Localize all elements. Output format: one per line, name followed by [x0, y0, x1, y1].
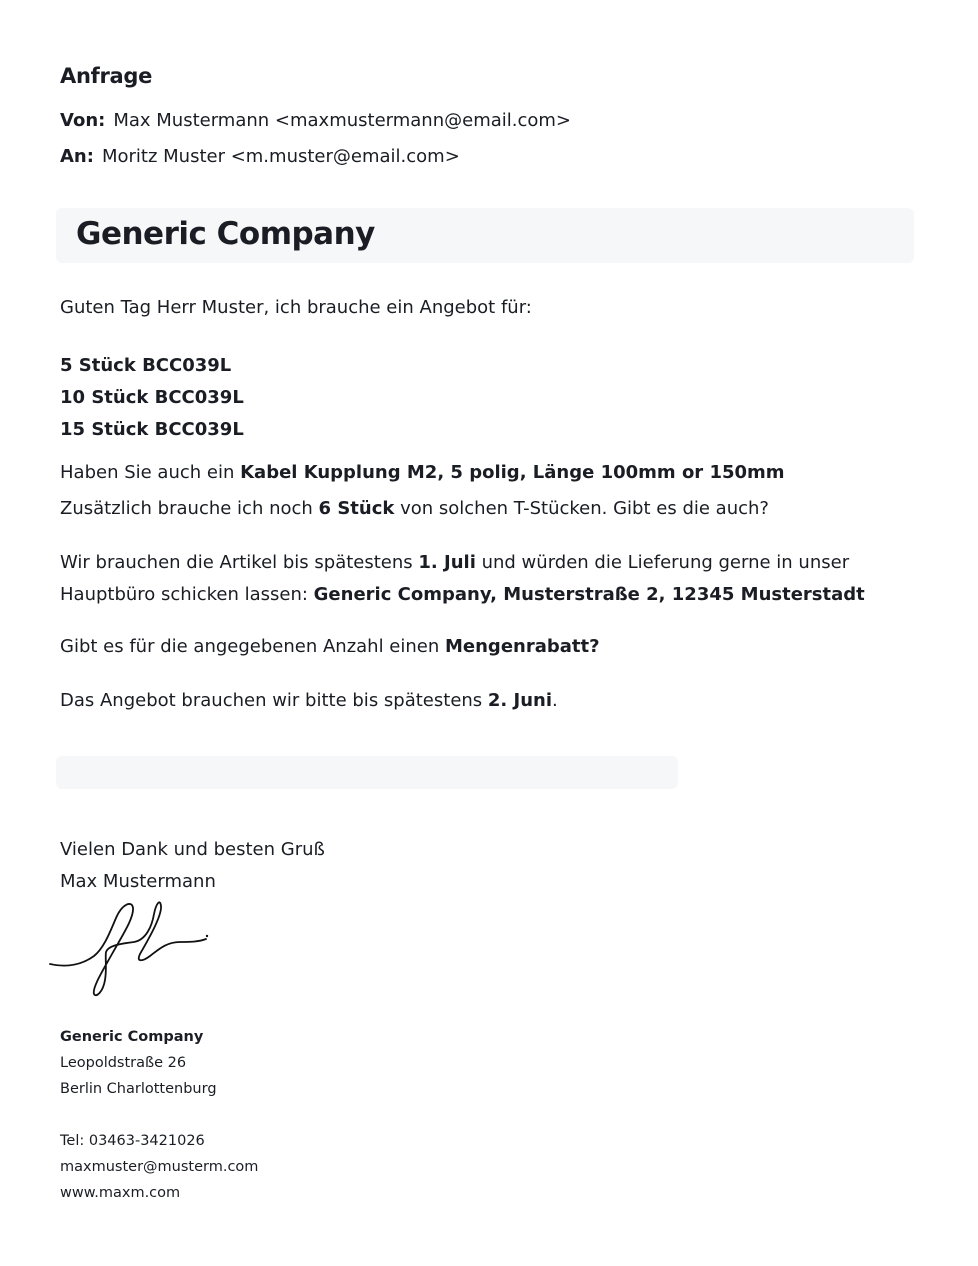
offer-suffix: . [552, 690, 558, 711]
closing-name: Max Mustermann [60, 871, 216, 892]
delivery-suffix: und würden die Lieferung gerne in unser [475, 552, 850, 573]
tpiece-suffix: von solchen T-Stücken. Gibt es die auch? [394, 498, 769, 519]
discount-prefix: Gibt es für die angegebenen Anzahl einen [60, 636, 445, 657]
empty-placeholder-box [56, 756, 678, 789]
footer-phone: Tel: 03463-3421026 [60, 1133, 205, 1149]
offer-date: 2. Juni [487, 690, 553, 711]
delivery-prefix: Wir brauchen die Artikel bis spätestens [60, 552, 419, 573]
footer-email[interactable]: maxmuster@musterm.com [60, 1159, 259, 1175]
footer-website[interactable]: www.maxm.com [60, 1185, 181, 1201]
address-line [60, 584, 865, 605]
delivery-address: Generic Company, Musterstraße 2, 12345 Musterstadt [313, 584, 865, 605]
from-value: Max Mustermann <maxmustermann@email.com> [113, 110, 572, 131]
offer-deadline [60, 690, 558, 711]
to-value: Moritz Muster <m.muster@email.com> [101, 146, 460, 167]
email-subject: Anfrage [60, 64, 153, 88]
cable-product: Kabel Kupplung M2, 5 polig, Länge 100mm or 150mm [240, 462, 785, 483]
footer-company: Generic Company [60, 1029, 204, 1045]
closing-block [60, 834, 325, 898]
tpiece-prefix: Zusätzlich brauche ich noch [60, 498, 319, 519]
tpiece-question [60, 498, 769, 519]
discount-keyword: Mengenrabatt? [445, 636, 600, 657]
footer-city: Berlin Charlottenburg [60, 1081, 217, 1097]
footer-street: Leopoldstraße 26 [60, 1055, 187, 1071]
list-item: 5 Stück BCC039L [60, 355, 232, 376]
address-prefix: Hauptbüro schicken lassen: [60, 584, 314, 605]
handwritten-signature [48, 896, 223, 1001]
offer-prefix: Das Angebot brauchen wir bitte bis spätestens [60, 690, 488, 711]
tpiece-quantity: 6 Stück [318, 498, 395, 519]
closing-thanks: Vielen Dank und besten Gruß [60, 839, 325, 860]
company-banner [56, 208, 914, 263]
to-label: An: [60, 146, 94, 167]
greeting: Guten Tag Herr Muster, ich brauche ein Angebot für: [60, 297, 532, 318]
discount-question [60, 636, 600, 657]
company-banner-title: Generic Company [76, 216, 375, 252]
from-row [60, 110, 571, 131]
delivery-line [60, 552, 849, 573]
delivery-date: 1. Juli [418, 552, 476, 573]
item-list [60, 350, 244, 446]
cable-prefix: Haben Sie auch ein [60, 462, 241, 483]
from-label: Von: [60, 110, 106, 131]
footer-contact [60, 1128, 258, 1206]
cable-question [60, 462, 785, 483]
list-item: 10 Stück BCC039L [60, 387, 244, 408]
to-row [60, 146, 460, 167]
footer-address [60, 1024, 217, 1102]
list-item: 15 Stück BCC039L [60, 419, 244, 440]
